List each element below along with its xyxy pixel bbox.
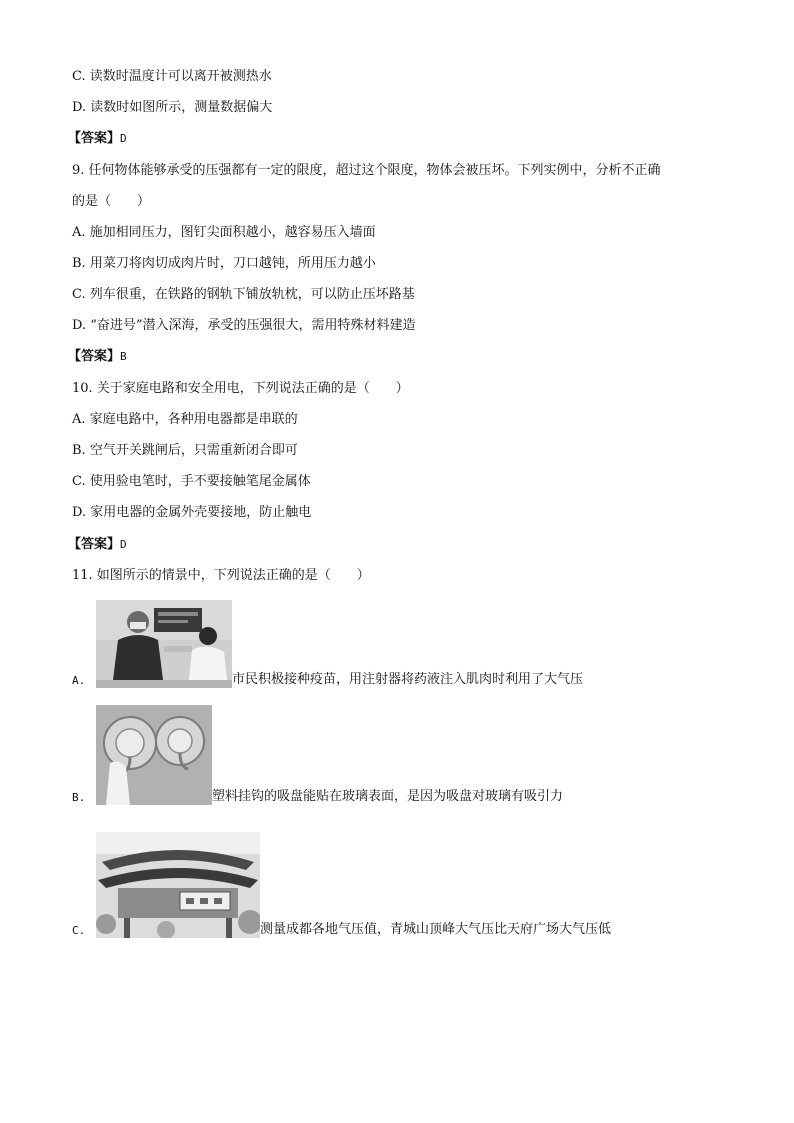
q8-option-d: D. 读数时如图所示，测量数据偏大	[72, 100, 273, 115]
pavilion-photo	[96, 832, 260, 938]
q8-option-c: C. 读数时温度计可以离开被测热水	[72, 69, 272, 84]
answer-value: B	[120, 350, 127, 363]
option-label: C.	[72, 924, 86, 937]
option-text: 塑料挂钩的吸盘能贴在玻璃表面，是因为吸盘对玻璃有吸引力	[212, 789, 564, 804]
suction-hook-photo	[96, 705, 212, 805]
vaccination-photo	[96, 600, 232, 688]
option-text: 测量成都各地气压值，青城山顶峰大气压比天府广场大气压低	[260, 922, 612, 937]
q11-option-c	[72, 832, 611, 938]
q9-option-d: D. “奋进号”潜入深海，承受的压强很大，需用特殊材料建造	[72, 318, 416, 333]
answer-tag: 【答案】	[68, 349, 121, 364]
option-label: A.	[72, 674, 86, 687]
option-text: 市民积极接种疫苗，用注射器将药液注入肌肉时利用了大气压	[232, 672, 584, 687]
q9-stem-line1: 9. 任何物体能够承受的压强都有一定的限度，超过这个限度，物体会被压坏。下列实例中，分析不正确	[72, 163, 661, 178]
q9-answer	[68, 348, 127, 366]
q11-option-a	[72, 600, 583, 688]
option-label: B.	[72, 791, 86, 804]
q8-answer	[68, 130, 127, 148]
q10-answer	[68, 536, 127, 554]
q10-stem: 10. 关于家庭电路和安全用电，下列说法正确的是（ ）	[72, 381, 409, 396]
q9-option-a: A. 施加相同压力，图钉尖面积越小，越容易压入墙面	[72, 225, 376, 240]
q11-option-b	[72, 705, 563, 805]
answer-tag: 【答案】	[68, 537, 121, 552]
q10-option-b: B. 空气开关跳闸后，只需重新闭合即可	[72, 443, 298, 458]
q11-stem: 11. 如图所示的情景中，下列说法正确的是（ ）	[72, 568, 370, 583]
answer-value: D	[120, 538, 127, 551]
q9-option-b: B. 用菜刀将肉切成肉片时，刀口越钝，所用压力越小	[72, 256, 376, 271]
q9-stem-line2: 的是（ ）	[72, 194, 151, 209]
q10-option-c: C. 使用验电笔时，手不要接触笔尾金属体	[72, 474, 311, 489]
q10-option-a: A. 家庭电路中，各种用电器都是串联的	[72, 412, 298, 427]
answer-value: D	[120, 132, 127, 145]
answer-tag: 【答案】	[68, 131, 121, 146]
q10-option-d: D. 家用电器的金属外壳要接地，防止触电	[72, 505, 312, 520]
q9-option-c: C. 列车很重，在铁路的钢轨下铺放轨枕，可以防止压坏路基	[72, 287, 415, 302]
